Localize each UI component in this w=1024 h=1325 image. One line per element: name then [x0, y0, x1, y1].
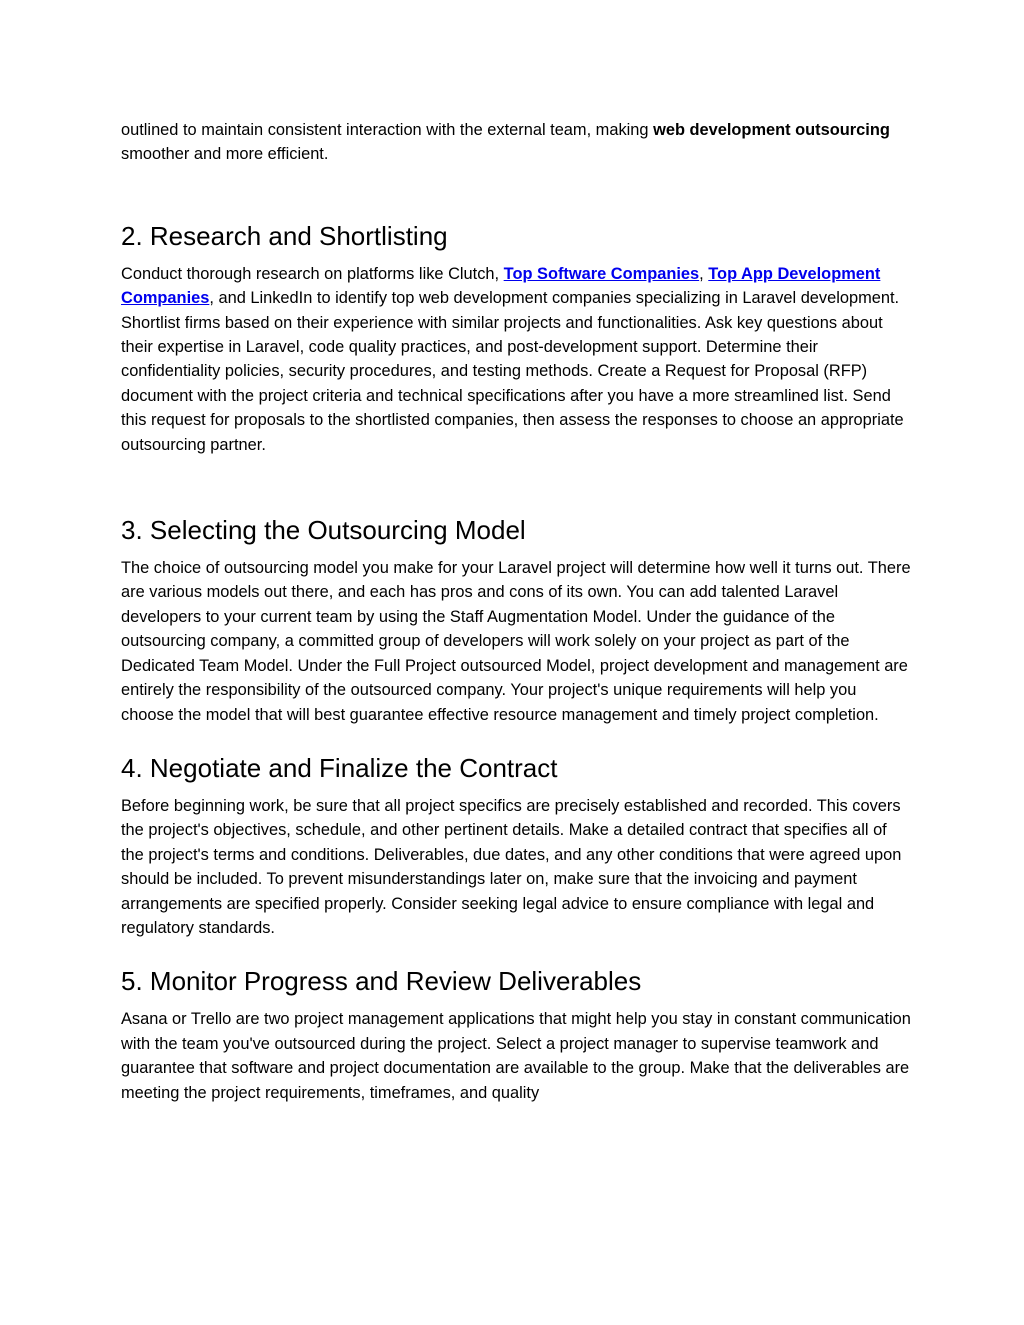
section-heading-monitor: 5. Monitor Progress and Review Deliverables [121, 966, 642, 997]
link-top-software-companies[interactable]: Top Software Companies [503, 264, 700, 283]
research-text-start: Conduct thorough research on platforms like Clutch, [121, 264, 504, 283]
intro-text-end: smoother and more efficient. [121, 145, 329, 164]
section-heading-outsourcing-model: 3. Selecting the Outsourcing Model [121, 515, 526, 546]
link-top-app-development-companies[interactable]: Top App Development Companies [121, 264, 881, 308]
research-text-rest: , and LinkedIn to identify top web development companies specializing in Laravel development. Shortlist firms based on their experience with similar projects and functionalities. Ask key questions about their expertise in Laravel, code quality practices, and post-development support. Determine their confidentiality policies, security procedures, and testing methods. Create a Request for Proposal (RFP) document with the project criteria and technical specifications after you have a more streamlined list. Send this request for proposals to the shortlisted companies, then assess the responses to choose an appropriate outsourcing partner. [121, 289, 904, 454]
section-paragraph-outsourcing-model: The choice of outsourcing model you make for your Laravel project will determine how well it turns out. There are various models out there, and each has pros and cons of its own. You can add talented Laravel developers to your current team by using the Staff Augmentation Model. Under the guidance of the outsourcing company, a committed group of developers will work solely on your project as part of the Dedicated Team Model. Under the Full Project outsourced Model, project development and management are entirely the responsibility of the outsourced company. Your project's unique requirements will help you choose the model that will best guarantee effective resource management and timely project completion. [121, 559, 911, 724]
document-page [121, 118, 911, 1105]
section-paragraph-research [121, 262, 911, 457]
link-separator: , [699, 264, 709, 283]
section-paragraph-contract: Before beginning work, be sure that all project specifics are precisely established and recorded. This covers the project's objectives, schedule, and other pertinent details. Make a detailed contract that specifies all of the project's terms and conditions. Deliverables, due dates, and any other conditions that were agreed upon should be included. To prevent misunderstandings later on, make sure that the invoicing and payment arrangements are specified properly. Consider seeking legal advice to ensure compliance with legal and regulatory standards. [121, 796, 902, 937]
intro-bold-phrase: web development outsourcing [653, 121, 890, 139]
intro-paragraph [121, 118, 911, 167]
section-paragraph-monitor: Asana or Trello are two project management applications that might help you stay in constant communication with the team you've outsourced during the project. Select a project manager to supervise teamwork and guarantee that software and project documentation are available to the group. Make that the deliverables are meeting the project requirements, timeframes, and quality [121, 1010, 911, 1102]
section-heading-contract: 4. Negotiate and Finalize the Contract [121, 752, 558, 783]
intro-text-start: outlined to maintain consistent interaction with the external team, making [121, 121, 654, 139]
section-heading-research: 2. Research and Shortlisting [121, 220, 448, 251]
